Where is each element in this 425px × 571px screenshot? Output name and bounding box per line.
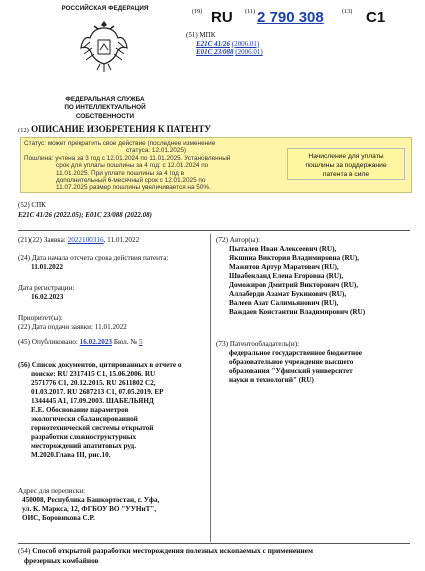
agency-name: ФЕДЕРАЛЬНАЯ СЛУЖБА ПО ИНТЕЛЛЕКТУАЛЬНОЙ СОБСТВЕННОСТИ bbox=[64, 96, 146, 120]
right-column bbox=[216, 236, 416, 384]
divider-top bbox=[18, 230, 410, 231]
author-item: Якшина Виктория Владимировна (RU), bbox=[229, 254, 360, 262]
author-item: Валеев Азат Салимьянович (RU), bbox=[229, 299, 339, 307]
country-name: РОССИЙСКАЯ ФЕДЕРАЦИЯ bbox=[61, 5, 149, 12]
invention-title: (54) Способ открытой разработки месторождения полезных ископаемых с применением фрезерных комбайнов bbox=[18, 546, 313, 565]
spk-block: (52) СПК E21C 41/26 (2022.05); E01C 23/088 (2022.08) bbox=[18, 201, 152, 219]
mpk-block: (51) МПК E21C 41/26 (2006.01) E01C 23/088 (2006.01) bbox=[186, 31, 263, 57]
patent-number-link[interactable]: 2 790 308 bbox=[257, 9, 324, 26]
published-date-link[interactable]: 16.02.2023 bbox=[79, 338, 113, 346]
mpk-link-2[interactable]: E01C 23/088 bbox=[196, 48, 234, 57]
mpk-date-1[interactable]: (2006.01) bbox=[231, 39, 260, 48]
author-item: Важдаев Константин Владимирович (RU) bbox=[229, 308, 366, 316]
patent-number-block: (19) RU (11) 2 790 308 (13) C1 bbox=[192, 8, 386, 26]
coat-of-arms-icon bbox=[78, 18, 130, 74]
published-row: (45) Опубликовано: 16.02.2023 Бюл. № 5 bbox=[18, 338, 143, 346]
status-text: Статус: может прекратить свое действие (последнее изменение статуса: 12.01.2025) Пошлина: учтена за 3 год с 12.01.2024 по 11.01.2025. Установленный срок для уплаты пошлины за 4 год: с 12.01.2024 по 11.01.2025. При уплате пошлины за 4 год в дополнительный 6-месячный срок с 12.01.2025 по 11.07.2025 размер пошлины увеличивается на 50%. bbox=[24, 140, 231, 192]
document-title: (12) ОПИСАНИЕ ИЗОБРЕТЕНИЯ К ПАТЕНТУ bbox=[18, 124, 211, 134]
references-list: (56) Список документов, цитированных в отчете о поиске: RU 2317415 C1, 15.06.2006. RU 2571776 C1, 20.12.2015. RU 2611802 C2, 01.03.2017. RU 2687213 C1, 07.05.2019. EP 1344445 A1, 17.09.2003. ШАБЕЛЬЯНД Е.Е. Обоснование параметров экологически сбалансированной горнотехнической системы открытой разработки сложноструктурных месторождений апатитовых руд. М.2020.Глава III, рис.10. bbox=[18, 361, 182, 459]
author-item: Пыталев Иван Алексеевич (RU), bbox=[229, 245, 337, 253]
application-number-link[interactable]: 2022100316 bbox=[67, 236, 104, 244]
address-block: Адрес для переписки: 450008, Республика Башкортостан, г. Уфа, ул. К. Маркса, 12, ФГБОУ ВО "УУНиТ", ОИС, Боровикова С.Р. bbox=[18, 487, 160, 522]
application-row: (21)(22) Заявка: 2022100316, 11.01.2022 bbox=[18, 236, 140, 244]
author-item: Аллаберди Азамат Букинович (RU), bbox=[229, 290, 347, 298]
authors-block: (72) Автор(ы): Пыталев Иван Алексеевич (RU), Якшина Виктория Владимировна (RU), Мажитов Артур Маратович (RU), Швабенланд Елена Егоровна (RU), Доможиров Дмитрий Викторович (RU), Аллаберди Азамат Букинович (RU), Валеев Азат Салимьянович (RU), Важдаев Константин Владимирович (RU) bbox=[216, 236, 416, 317]
mpk-link-1[interactable]: E21C 41/26 bbox=[196, 39, 231, 48]
term-start: (24) Дата начала отсчета срока действия патента: 11.01.2022 bbox=[18, 254, 169, 271]
mpk-date-2[interactable]: (2006.01) bbox=[235, 48, 263, 57]
kind-code: C1 bbox=[366, 9, 386, 26]
priority: Приоритет(ы): (22) Дата подачи заявки: 11.01.2022 bbox=[18, 314, 127, 331]
payment-calc-button[interactable]: Начисление для уплаты пошлины за поддержание патента в силе bbox=[287, 148, 405, 180]
author-item: Швабенланд Елена Егоровна (RU), bbox=[229, 272, 344, 280]
author-item: Мажитов Артур Маратович (RU), bbox=[229, 263, 339, 271]
owner-block: (73) Патентообладатель(и): федеральное государственное бюджетное образовательное учреждение высшего образования "Уфимский университет науки и технологий" (RU) bbox=[216, 340, 362, 384]
bulletin-number-link[interactable]: 5 bbox=[138, 338, 143, 346]
status-panel bbox=[20, 137, 412, 193]
country-code: RU bbox=[211, 9, 233, 26]
registration-date: Дата регистрации: 16.02.2023 bbox=[18, 284, 75, 301]
divider-bottom bbox=[18, 543, 410, 544]
author-item: Доможиров Дмитрий Викторович (RU), bbox=[229, 281, 359, 289]
